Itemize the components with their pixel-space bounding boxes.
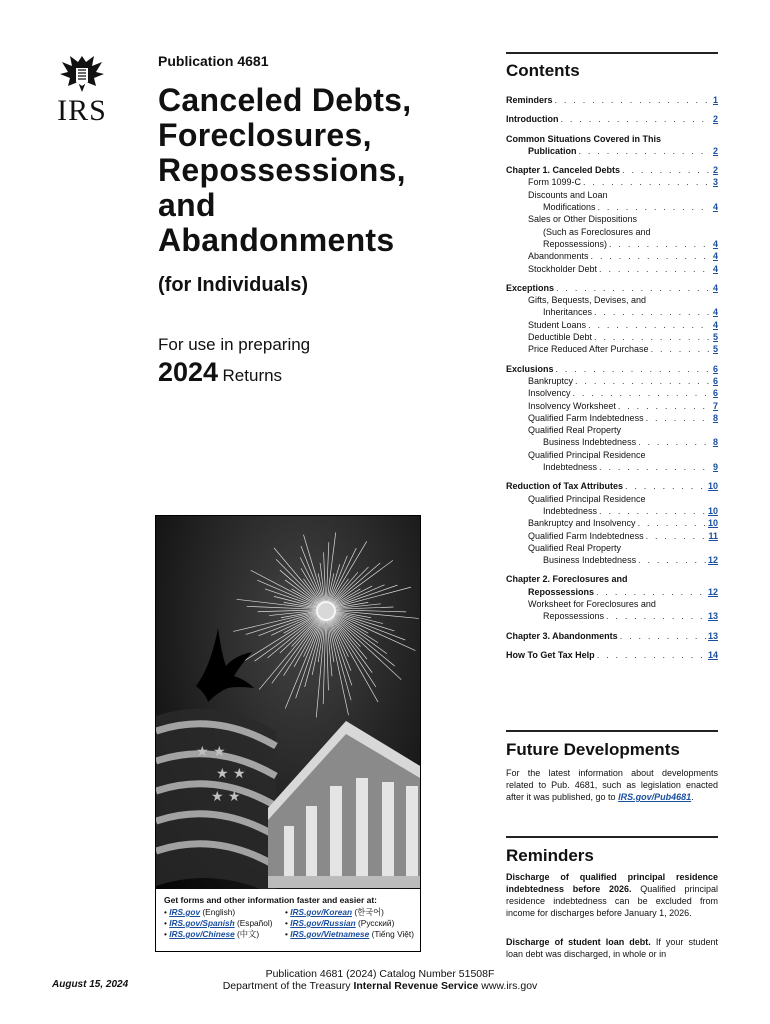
toc-page-link[interactable]: 8 xyxy=(712,437,718,448)
promo-link[interactable]: IRS.gov/Korean xyxy=(290,907,353,917)
toc-entry-label: Chapter 1. Canceled Debts xyxy=(506,165,621,176)
toc-leader-dots xyxy=(556,282,711,294)
toc-entry-label: Introduction xyxy=(506,114,559,125)
toc-page-link[interactable]: 12 xyxy=(707,555,718,566)
toc-gap xyxy=(506,642,718,649)
toc-page-link[interactable]: 10 xyxy=(707,505,718,516)
toc-entry[interactable] xyxy=(506,586,718,598)
toc-entry-label: Bankruptcy and Insolvency xyxy=(528,518,636,529)
toc-entry[interactable] xyxy=(506,400,718,412)
toc-leader-dots xyxy=(620,630,706,642)
toc-entry-label: Business Indebtedness xyxy=(543,437,637,448)
future-rule xyxy=(506,730,718,732)
toc-page-link[interactable]: 13 xyxy=(707,611,718,622)
toc-leader-dots xyxy=(588,319,711,331)
toc-entry[interactable] xyxy=(506,412,718,424)
toc-entry-label: Reduction of Tax Attributes xyxy=(506,481,623,492)
toc-entry[interactable] xyxy=(506,282,718,294)
toc-entry-label: Bankruptcy xyxy=(528,375,574,386)
toc-entry-label: Chapter 3. Abandonments xyxy=(506,630,618,641)
toc-entry-label: Indebtedness xyxy=(543,462,598,473)
toc-gap xyxy=(506,356,718,363)
footer-agency: Internal Revenue Service xyxy=(353,980,479,992)
toc-page-link[interactable]: 2 xyxy=(712,145,718,156)
toc-page-link[interactable]: 4 xyxy=(712,282,718,293)
contents-title: Contents xyxy=(506,61,580,80)
toc-gap xyxy=(506,275,718,282)
promo-lang: (Español) xyxy=(237,918,273,928)
toc-entry xyxy=(506,189,718,201)
toc-leader-dots xyxy=(583,176,711,188)
toc-entry[interactable] xyxy=(506,145,718,157)
table-of-contents xyxy=(506,94,718,661)
publication-title xyxy=(158,83,478,258)
flag xyxy=(156,709,276,896)
toc-page-link[interactable]: 12 xyxy=(707,586,718,597)
toc-entry-label: How To Get Tax Help xyxy=(506,649,595,660)
toc-entry-label: Deductible Debt xyxy=(528,332,593,343)
toc-entry-label: Chapter 2. Foreclosures and xyxy=(506,574,628,585)
toc-entry-label: Worksheet for Foreclosures and xyxy=(528,598,656,609)
toc-page-link[interactable]: 1 xyxy=(712,95,718,105)
toc-entry-label: Repossessions xyxy=(543,611,605,622)
toc-page-link[interactable]: 2 xyxy=(712,165,718,176)
reminders-rule xyxy=(506,836,718,838)
toc-leader-dots xyxy=(555,94,711,106)
toc-entry-label: Form 1099-C xyxy=(528,177,582,188)
reminder-student-loan: Discharge of student loan debt. If your student loan debt was discharged, in whole or in xyxy=(506,937,718,959)
promo-link[interactable]: IRS.gov/Spanish xyxy=(169,918,235,928)
toc-page-link[interactable]: 4 xyxy=(712,238,718,249)
toc-entry[interactable] xyxy=(506,263,718,275)
future-developments-title: Future Developments xyxy=(506,740,680,759)
toc-leader-dots xyxy=(594,306,711,318)
toc-page-link[interactable]: 11 xyxy=(708,530,718,541)
toc-entry xyxy=(506,598,718,610)
toc-entry-label: Abandonments xyxy=(528,251,589,262)
toc-entry-label: Qualified Principal Residence xyxy=(528,449,646,460)
toc-leader-dots xyxy=(579,145,711,157)
publication-number: Publication 4681 xyxy=(158,53,269,69)
toc-leader-dots xyxy=(599,263,711,275)
promo-lang: (Tiếng Việt) xyxy=(371,929,414,939)
toc-entry-label: Qualified Real Property xyxy=(528,542,622,553)
toc-page-link[interactable]: 6 xyxy=(712,388,718,399)
toc-entry[interactable] xyxy=(506,375,718,387)
toc-entry[interactable] xyxy=(506,343,718,355)
toc-page-link[interactable]: 4 xyxy=(712,307,718,318)
toc-entry[interactable] xyxy=(506,238,718,250)
toc-entry[interactable] xyxy=(506,630,718,642)
toc-entry-label: Repossessions) xyxy=(543,238,608,249)
toc-leader-dots xyxy=(618,400,711,412)
toc-entry[interactable] xyxy=(506,461,718,473)
toc-page-link[interactable]: 4 xyxy=(712,319,718,330)
toc-entry[interactable] xyxy=(506,505,718,517)
toc-entry[interactable] xyxy=(506,250,718,262)
toc-entry-label: Qualified Farm Indebtedness xyxy=(528,412,644,423)
toc-gap xyxy=(506,566,718,573)
promo-link[interactable]: IRS.gov/Chinese xyxy=(169,929,235,939)
toc-leader-dots xyxy=(638,436,711,448)
toc-leader-dots xyxy=(646,412,711,424)
tax-year: 2024 xyxy=(158,357,219,387)
toc-page-link[interactable]: 2 xyxy=(712,114,718,125)
toc-leader-dots xyxy=(575,375,711,387)
toc-entry xyxy=(506,226,718,238)
toc-entry-label: Insolvency Worksheet xyxy=(528,400,616,411)
revision-date: August 15, 2024 xyxy=(52,979,129,990)
toc-gap xyxy=(506,623,718,630)
irs-logo xyxy=(52,52,112,130)
toc-leader-dots xyxy=(638,554,706,566)
toc-entry[interactable] xyxy=(506,306,718,318)
toc-page-link[interactable]: 4 xyxy=(712,202,718,213)
page-footer xyxy=(190,968,570,992)
toc-entry xyxy=(506,449,718,461)
toc-entry-label: Common Situations Covered in This xyxy=(506,133,662,144)
toc-leader-dots xyxy=(556,363,711,375)
title-line: Foreclosures, xyxy=(158,117,372,153)
toc-leader-dots xyxy=(638,517,706,529)
svg-text:★ ★: ★ ★ xyxy=(196,744,226,760)
title-line: and xyxy=(158,187,216,223)
toc-entry[interactable] xyxy=(506,480,718,492)
toc-entry-label: Repossessions xyxy=(528,586,595,597)
toc-entry-label: Qualified Principal Residence xyxy=(528,493,646,504)
toc-entry[interactable] xyxy=(506,554,718,566)
returns-word: Returns xyxy=(222,366,283,385)
toc-entry-label: Insolvency xyxy=(528,388,571,399)
toc-entry[interactable] xyxy=(506,517,718,529)
toc-page-link[interactable]: 14 xyxy=(707,649,718,660)
toc-page-link[interactable]: 7 xyxy=(712,400,718,411)
promo-link[interactable]: IRS.gov/Russian xyxy=(290,918,356,928)
footer-website: www.irs.gov xyxy=(481,980,538,992)
pub4681-link[interactable]: IRS.gov/Pub4681 xyxy=(618,792,692,802)
toc-page-link[interactable]: 10 xyxy=(707,481,718,492)
toc-entry[interactable] xyxy=(506,201,718,213)
title-line: Abandonments xyxy=(158,222,395,258)
toc-entry-label: Stockholder Debt xyxy=(528,263,598,274)
toc-entry[interactable] xyxy=(506,331,718,343)
toc-entry-label: (Such as Foreclosures and xyxy=(543,226,651,237)
toc-entry-label: Student Loans xyxy=(528,319,587,330)
footer-catalog: Publication 4681 (2024) Catalog Number 51508F xyxy=(265,968,495,980)
irs-logo-text: IRS xyxy=(57,94,107,127)
toc-entry-label: Price Reduced After Purchase xyxy=(528,344,649,355)
toc-leader-dots xyxy=(598,201,711,213)
promo-lang: (English) xyxy=(202,907,236,917)
toc-leader-dots xyxy=(561,113,711,125)
toc-page-link[interactable]: 6 xyxy=(712,375,718,386)
toc-page-link[interactable]: 9 xyxy=(712,462,718,473)
toc-entry[interactable] xyxy=(506,176,718,188)
toc-leader-dots xyxy=(622,164,711,176)
future-developments-text: For the latest information about developments related to Pub. 4681, such as legislation enacted after it was published, go to IRS.gov/Pub4681. xyxy=(506,768,718,802)
promo-lang: (한국어) xyxy=(354,907,384,917)
toc-entry-label: Gifts, Bequests, Devises, and xyxy=(528,295,647,306)
toc-entry-label: Qualified Farm Indebtedness xyxy=(528,530,644,541)
title-line: Canceled Debts, xyxy=(158,82,412,118)
toc-entry[interactable] xyxy=(506,113,718,125)
cover-illustration xyxy=(156,516,420,951)
toc-gap xyxy=(506,126,718,133)
toc-entry[interactable] xyxy=(506,387,718,399)
toc-page-link[interactable]: 4 xyxy=(712,263,718,274)
toc-entry[interactable] xyxy=(506,649,718,661)
for-use-text: For use in preparing xyxy=(158,335,311,354)
toc-entry-label: Sales or Other Dispositions xyxy=(528,214,638,225)
footer-department: Department of the Treasury xyxy=(222,980,351,992)
toc-gap xyxy=(506,106,718,113)
toc-gap xyxy=(506,157,718,164)
toc-entry-label: Inheritances xyxy=(543,307,593,318)
toc-leader-dots xyxy=(573,387,711,399)
toc-entry[interactable] xyxy=(506,530,718,542)
toc-entry xyxy=(506,294,718,306)
toc-entry xyxy=(506,542,718,554)
tax-year-line xyxy=(158,357,282,388)
title-line: Repossessions, xyxy=(158,152,406,188)
publication-subtitle: (for Individuals) xyxy=(158,274,308,296)
toc-leader-dots xyxy=(594,331,711,343)
toc-entry xyxy=(506,573,718,585)
toc-leader-dots xyxy=(606,610,706,622)
toc-leader-dots xyxy=(646,530,707,542)
toc-entry[interactable] xyxy=(506,436,718,448)
toc-entry-label: Reminders xyxy=(506,95,553,105)
promo-link[interactable]: IRS.gov/Vietnamese xyxy=(290,929,370,939)
contents-rule xyxy=(506,52,718,54)
toc-leader-dots xyxy=(609,238,711,250)
toc-entry[interactable] xyxy=(506,164,718,176)
toc-entry-label: Business Indebtedness xyxy=(543,555,637,566)
toc-entry-label: Qualified Real Property xyxy=(528,425,622,436)
toc-page-link[interactable]: 4 xyxy=(712,251,718,262)
toc-page-link[interactable]: 6 xyxy=(712,363,718,374)
toc-entry xyxy=(506,493,718,505)
reminders-title: Reminders xyxy=(506,846,594,865)
toc-entry-label: Exceptions xyxy=(506,282,555,293)
toc-page-link[interactable]: 5 xyxy=(712,344,718,355)
toc-page-link[interactable]: 8 xyxy=(712,412,718,423)
toc-entry[interactable] xyxy=(506,363,718,375)
toc-leader-dots xyxy=(597,649,706,661)
irs-eagle-icon xyxy=(56,52,108,96)
toc-page-link[interactable]: 10 xyxy=(707,518,718,529)
toc-entry xyxy=(506,133,718,145)
toc-entry[interactable] xyxy=(506,319,718,331)
toc-leader-dots xyxy=(596,586,706,598)
toc-leader-dots xyxy=(651,343,711,355)
svg-text:★ ★: ★ ★ xyxy=(216,766,246,782)
toc-leader-dots xyxy=(599,505,706,517)
toc-entry xyxy=(506,213,718,225)
toc-entry-label: Publication xyxy=(528,145,577,156)
toc-entry[interactable] xyxy=(506,610,718,622)
toc-leader-dots xyxy=(625,480,706,492)
toc-entry-label: Exclusions xyxy=(506,363,554,374)
reminder-qpri: Discharge of qualified principal residence indebtedness before 2026. Qualified principal residence indebtedness can be excluded from income for discharges before January 1, 2026. xyxy=(506,872,718,918)
promo-box: Get forms and other information faster and easier at: • IRS.gov (English) • IRS.gov/Spanish (Español) • IRS.gov/Chinese (中文) • IRS.gov/Korean (한국어) • IRS.gov/Russian (Русский) • IRS.gov/Vietnamese (Tiếng Việt) xyxy=(156,889,420,951)
toc-gap xyxy=(506,473,718,480)
toc-page-link[interactable]: 3 xyxy=(712,177,718,188)
toc-entry[interactable] xyxy=(506,94,718,106)
toc-leader-dots xyxy=(599,461,711,473)
toc-page-link[interactable]: 13 xyxy=(707,630,718,641)
svg-text:★ ★: ★ ★ xyxy=(211,789,241,805)
toc-entry xyxy=(506,424,718,436)
promo-heading: Get forms and other information faster and easier at: xyxy=(164,895,378,905)
toc-leader-dots xyxy=(591,250,711,262)
toc-entry-label: Modifications xyxy=(543,202,596,213)
toc-entry-label: Discounts and Loan xyxy=(528,189,608,200)
promo-lang: (Русский) xyxy=(358,918,395,928)
promo-lang: (中文) xyxy=(237,929,260,939)
toc-entry-label: Indebtedness xyxy=(543,505,598,516)
toc-page-link[interactable]: 5 xyxy=(712,332,718,343)
cover-image xyxy=(155,515,421,952)
promo-link[interactable]: IRS.gov xyxy=(169,907,201,917)
